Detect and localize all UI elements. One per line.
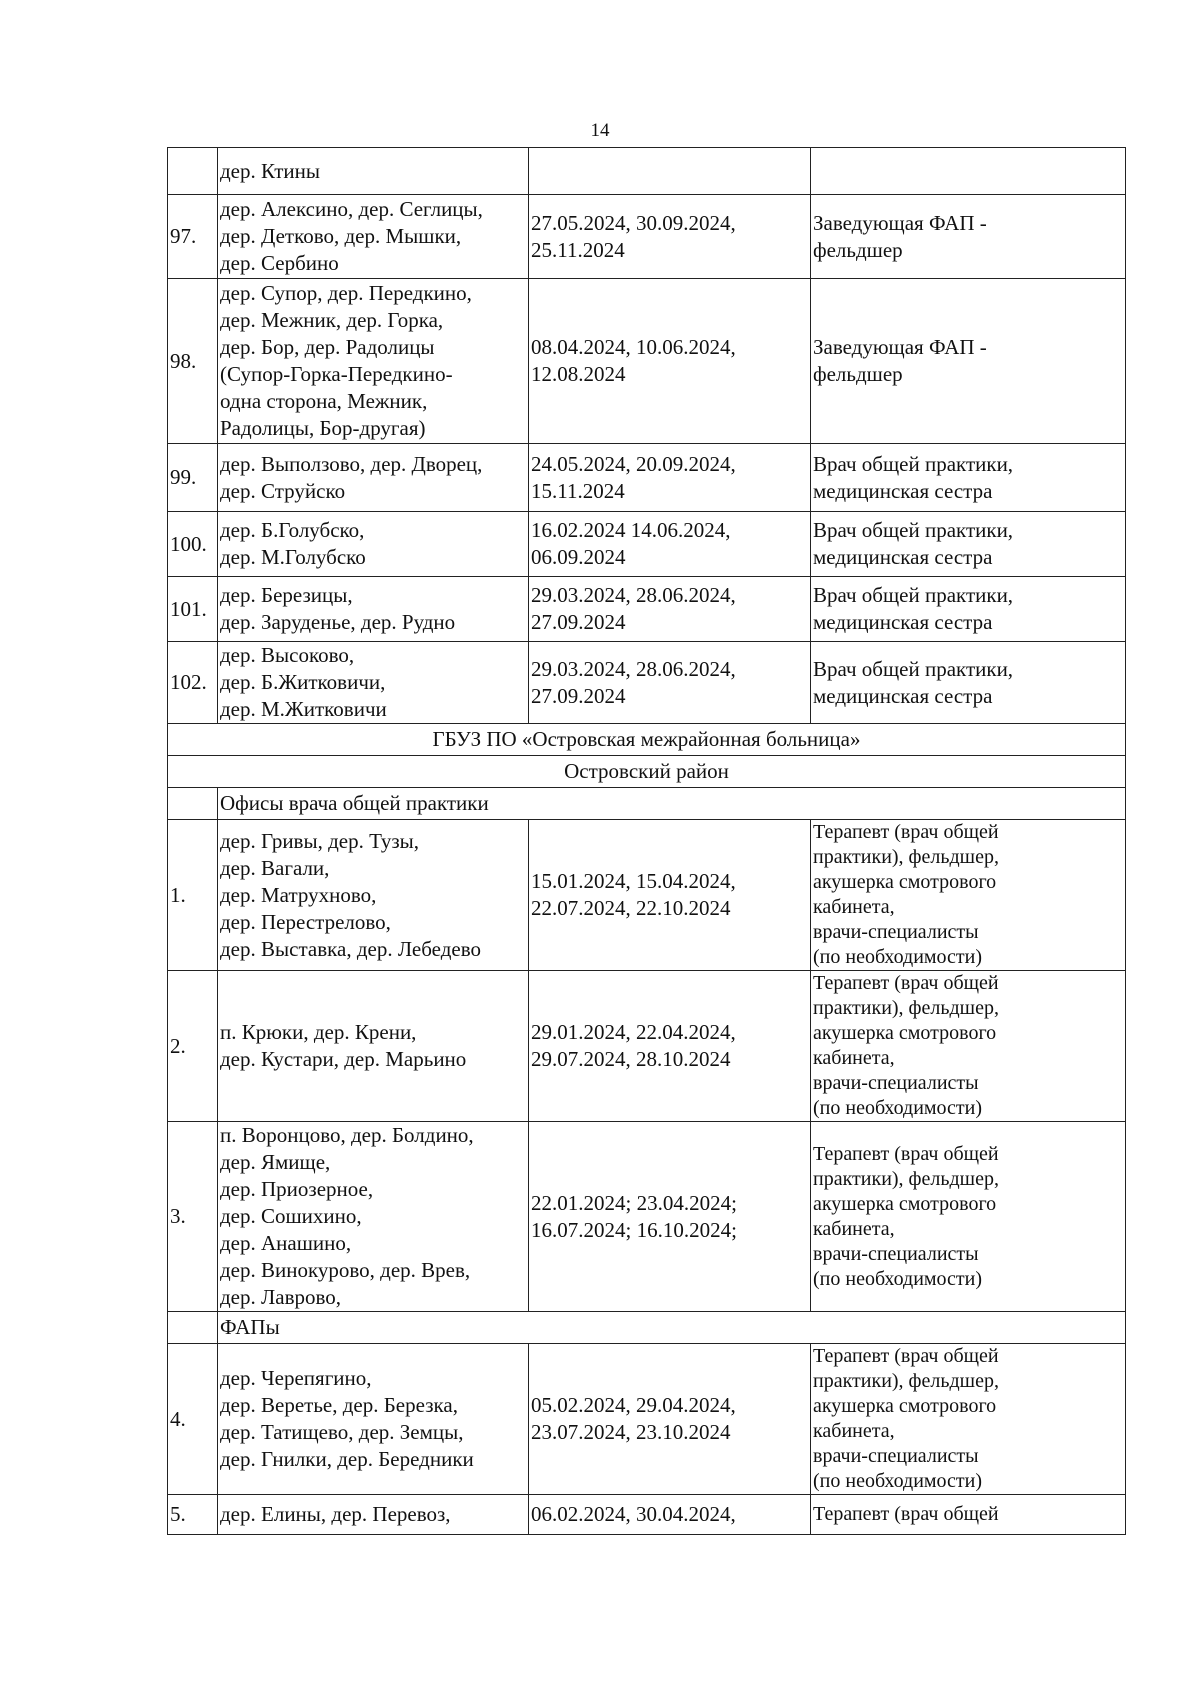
- staff-cell: [811, 148, 1126, 195]
- date-line: 16.02.2024 14.06.2024,: [531, 518, 731, 542]
- table-row: [168, 1122, 1126, 1312]
- village-line: дер. Вагали,: [220, 855, 330, 880]
- page-number: 14: [590, 120, 610, 141]
- table-row: [168, 512, 1126, 577]
- dates-cell: [529, 1344, 811, 1495]
- staff-line: Врач общей практики,: [813, 583, 1014, 607]
- number-cell: 2.: [168, 971, 218, 1122]
- village-line: дер. Заруденье, дер. Рудно: [220, 610, 456, 634]
- table-row: [168, 577, 1126, 642]
- village-line: Радолицы, Бор-другая): [220, 416, 426, 440]
- number-cell: 5.: [168, 1495, 218, 1535]
- number-cell: [168, 148, 218, 195]
- village-line: дер. Супор, дер. Передкино,: [220, 281, 472, 305]
- dates-cell: [529, 1495, 811, 1535]
- village-line: дер. Сошихино,: [220, 1204, 362, 1228]
- number-cell: 1.: [168, 820, 218, 971]
- number-cell: 98.: [168, 279, 218, 444]
- village-line: п. Воронцово, дер. Болдино,: [220, 1123, 474, 1147]
- staff-line: акушерка смотрового: [813, 1395, 997, 1417]
- table-row: [168, 279, 1126, 444]
- date-line: 12.08.2024: [531, 362, 626, 386]
- dates-cell: [529, 279, 811, 444]
- date-line: 06.09.2024: [531, 545, 626, 569]
- staff-line: врачи-специалисты: [813, 921, 979, 943]
- village-line: дер. Винокурово, дер. Врев,: [220, 1258, 471, 1282]
- village-line: дер. Высоково,: [220, 643, 355, 667]
- staff-line: Заведующая ФАП -: [813, 210, 987, 235]
- table-row: [168, 148, 1126, 195]
- staff-line: кабинета,: [813, 1217, 895, 1240]
- villages-cell: [218, 148, 529, 195]
- staff-cell: [811, 1495, 1126, 1535]
- village-line: дер. Бор, дер. Радолицы: [220, 335, 435, 359]
- villages-cell: [218, 444, 529, 512]
- date-line: 29.01.2024, 22.04.2024,: [531, 1020, 736, 1044]
- staff-line: Терапевт (врач общей: [813, 1142, 999, 1165]
- village-line: дер. Гнилки, дер. Бередники: [220, 1447, 474, 1471]
- table-row: [168, 195, 1126, 279]
- schedule-table-body: [168, 148, 1126, 1535]
- number-cell: 3.: [168, 1122, 218, 1312]
- staff-line: фельдшер: [813, 237, 903, 262]
- dates-cell: [529, 1122, 811, 1312]
- number-cell: 102.: [168, 642, 218, 724]
- staff-line: медицинская сестра: [813, 683, 993, 708]
- subsection-header: ФАПы: [218, 1312, 1126, 1344]
- staff-cell: [811, 577, 1126, 642]
- village-line: дер. Березицы,: [220, 583, 353, 607]
- dates-cell: [529, 577, 811, 642]
- village-line: дер. Черепягино,: [220, 1366, 372, 1390]
- staff-cell: [811, 444, 1126, 512]
- date-line: 27.09.2024: [531, 610, 626, 634]
- table-row: [168, 971, 1126, 1122]
- table-row: [168, 1344, 1126, 1495]
- date-line: 29.03.2024, 28.06.2024,: [531, 656, 736, 681]
- dates-cell: [529, 512, 811, 577]
- staff-line: (по необходимости): [813, 1470, 983, 1492]
- villages-cell: [218, 820, 529, 971]
- staff-line: медицинская сестра: [813, 545, 993, 569]
- village-line: дер. Сербино: [220, 251, 339, 275]
- village-line: дер. Елины, дер. Перевоз,: [220, 1502, 451, 1526]
- section-row: [168, 1312, 1126, 1344]
- section-header: ГБУЗ ПО «Островская межрайонная больница»: [168, 724, 1126, 756]
- staff-line: Заведующая ФАП -: [813, 335, 987, 359]
- table-row: [168, 820, 1126, 971]
- staff-line: врачи-специалисты: [813, 1242, 979, 1265]
- section-row: [168, 724, 1126, 756]
- schedule-table: [167, 147, 1126, 1535]
- staff-cell: [811, 1122, 1126, 1312]
- village-line: п. Крюки, дер. Крени,: [220, 1020, 417, 1044]
- village-line: дер. Анашино,: [220, 1231, 352, 1255]
- dates-cell: [529, 642, 811, 724]
- table-row: [168, 1495, 1126, 1535]
- staff-line: (по необходимости): [813, 946, 983, 968]
- village-line: дер. Струйско: [220, 478, 346, 503]
- village-line: дер. Кустари, дер. Марьино: [220, 1047, 467, 1071]
- staff-cell: [811, 971, 1126, 1122]
- staff-line: Терапевт (врач общей: [813, 821, 999, 843]
- staff-line: Врач общей практики,: [813, 656, 1014, 681]
- staff-line: акушерка смотрового: [813, 871, 997, 893]
- village-line: дер. Б.Голубско,: [220, 518, 365, 542]
- staff-line: практики), фельдшер,: [813, 1167, 999, 1190]
- number-cell: 4.: [168, 1344, 218, 1495]
- dates-cell: [529, 444, 811, 512]
- dates-cell: [529, 148, 811, 195]
- staff-line: Врач общей практики,: [813, 451, 1014, 476]
- village-line: дер. Ктины: [220, 158, 320, 183]
- date-line: 24.05.2024, 20.09.2024,: [531, 451, 736, 476]
- staff-line: Терапевт (врач общей: [813, 972, 999, 994]
- date-line: 23.07.2024, 23.10.2024: [531, 1420, 731, 1444]
- date-line: 15.01.2024, 15.04.2024,: [531, 869, 736, 893]
- village-line: дер. М.Житковичи: [220, 697, 387, 721]
- staff-line: практики), фельдшер,: [813, 1370, 999, 1392]
- staff-line: Врач общей практики,: [813, 518, 1014, 542]
- village-line: дер. Татищево, дер. Земцы,: [220, 1420, 464, 1444]
- number-cell: 101.: [168, 577, 218, 642]
- date-line: 05.02.2024, 29.04.2024,: [531, 1393, 736, 1417]
- dates-cell: [529, 971, 811, 1122]
- village-line: дер. Выползово, дер. Дворец,: [220, 451, 483, 476]
- staff-cell: [811, 512, 1126, 577]
- village-line: дер. Гривы, дер. Тузы,: [220, 828, 420, 853]
- staff-cell: [811, 642, 1126, 724]
- dates-cell: [529, 195, 811, 279]
- staff-line: акушерка смотрового: [813, 1022, 997, 1044]
- village-line: (Супор-Горка-Передкино-: [220, 362, 453, 386]
- village-line: дер. Лаврово,: [220, 1285, 342, 1309]
- villages-cell: [218, 577, 529, 642]
- staff-line: врачи-специалисты: [813, 1072, 979, 1094]
- date-line: 27.09.2024: [531, 683, 626, 708]
- village-line: дер. Межник, дер. Горка,: [220, 308, 444, 332]
- village-line: дер. Выставка, дер. Лебедево: [220, 936, 481, 961]
- date-line: 27.05.2024, 30.09.2024,: [531, 210, 736, 235]
- staff-line: кабинета,: [813, 1047, 895, 1069]
- village-line: дер. Перестрелово,: [220, 909, 391, 934]
- staff-line: медицинская сестра: [813, 610, 993, 634]
- staff-line: Терапевт (врач общей: [813, 1503, 999, 1525]
- villages-cell: [218, 1122, 529, 1312]
- date-line: 22.01.2024; 23.04.2024;: [531, 1190, 737, 1215]
- section-row: [168, 788, 1126, 820]
- staff-line: практики), фельдшер,: [813, 997, 999, 1019]
- village-line: одна сторона, Межник,: [220, 389, 428, 413]
- staff-line: Терапевт (врач общей: [813, 1345, 999, 1367]
- villages-cell: [218, 512, 529, 577]
- village-line: дер. Алексино, дер. Сеглицы,: [220, 197, 483, 221]
- staff-line: (по необходимости): [813, 1267, 983, 1290]
- number-cell: 100.: [168, 512, 218, 577]
- date-line: 08.04.2024, 10.06.2024,: [531, 335, 736, 359]
- date-line: 16.07.2024; 16.10.2024;: [531, 1217, 737, 1242]
- staff-line: врачи-специалисты: [813, 1445, 979, 1467]
- number-cell: [168, 788, 218, 820]
- number-cell: 99.: [168, 444, 218, 512]
- villages-cell: [218, 1344, 529, 1495]
- date-line: 22.07.2024, 22.10.2024: [531, 896, 731, 920]
- staff-cell: [811, 820, 1126, 971]
- number-cell: 97.: [168, 195, 218, 279]
- villages-cell: [218, 195, 529, 279]
- village-line: дер. Б.Житковичи,: [220, 670, 386, 694]
- date-line: 15.11.2024: [531, 478, 625, 503]
- staff-line: практики), фельдшер,: [813, 846, 999, 868]
- table-row: [168, 444, 1126, 512]
- date-line: 29.07.2024, 28.10.2024: [531, 1047, 731, 1071]
- staff-line: кабинета,: [813, 1420, 895, 1442]
- dates-cell: [529, 820, 811, 971]
- village-line: дер. Ямище,: [220, 1150, 331, 1174]
- number-cell: [168, 1312, 218, 1344]
- villages-cell: [218, 1495, 529, 1535]
- date-line: 29.03.2024, 28.06.2024,: [531, 583, 736, 607]
- village-line: дер. Веретье, дер. Березка,: [220, 1393, 458, 1417]
- date-line: 06.02.2024, 30.04.2024,: [531, 1502, 736, 1526]
- village-line: дер. Приозерное,: [220, 1177, 374, 1201]
- staff-line: акушерка смотрового: [813, 1192, 997, 1215]
- village-line: дер. Матрухново,: [220, 882, 377, 907]
- village-line: дер. М.Голубско: [220, 545, 366, 569]
- staff-cell: [811, 1344, 1126, 1495]
- section-row: [168, 756, 1126, 788]
- villages-cell: [218, 642, 529, 724]
- staff-cell: [811, 279, 1126, 444]
- villages-cell: [218, 279, 529, 444]
- village-line: дер. Детково, дер. Мышки,: [220, 224, 462, 248]
- subsection-header: Офисы врача общей практики: [218, 788, 1126, 820]
- section-header: Островский район: [168, 756, 1126, 788]
- staff-line: медицинская сестра: [813, 478, 993, 503]
- table-row: [168, 642, 1126, 724]
- staff-line: фельдшер: [813, 362, 903, 386]
- villages-cell: [218, 971, 529, 1122]
- staff-line: (по необходимости): [813, 1097, 983, 1119]
- staff-cell: [811, 195, 1126, 279]
- date-line: 25.11.2024: [531, 237, 625, 262]
- staff-line: кабинета,: [813, 896, 895, 918]
